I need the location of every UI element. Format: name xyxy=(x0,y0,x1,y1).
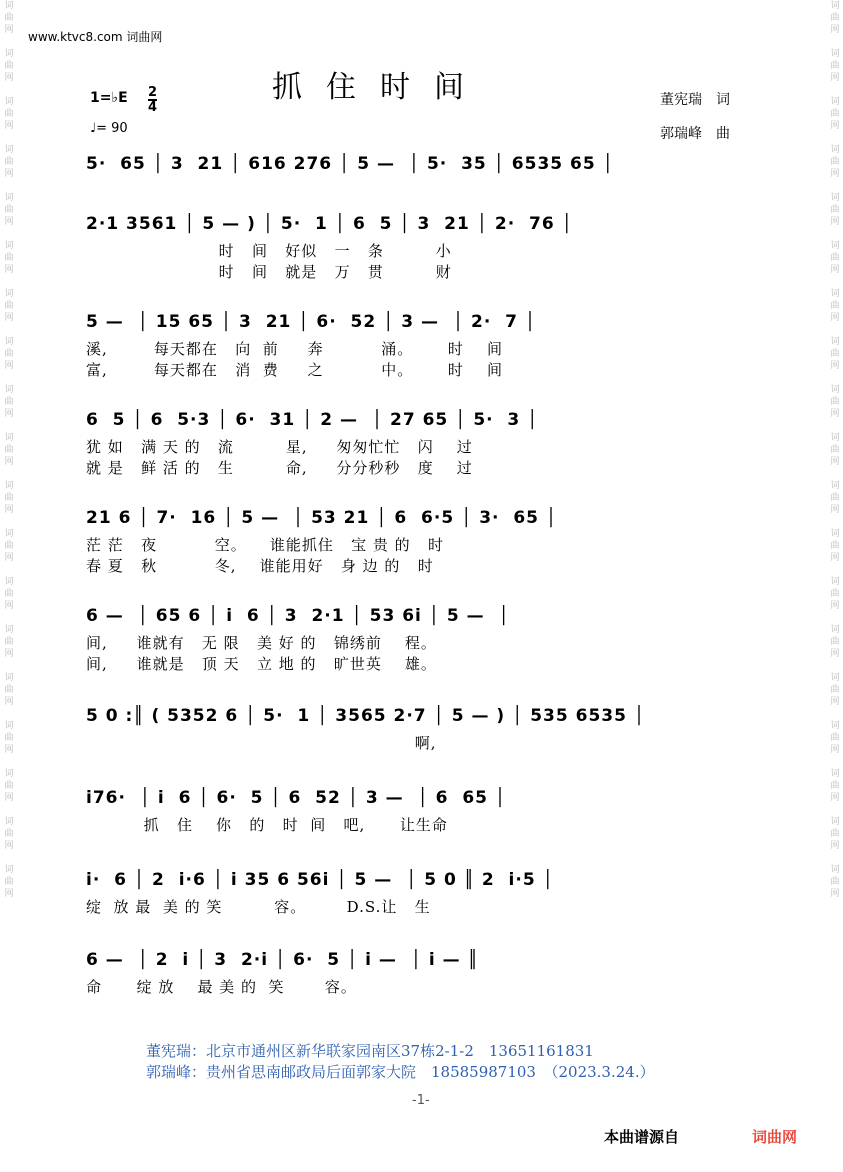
lyric-verse-1 xyxy=(86,180,758,201)
lyric-verse-2: 富, 每天都在 消 费 之 中。 时 间 xyxy=(86,361,503,379)
notes-line: 2·1 3561 │ 5 — ) │ 5· 1 │ 6 5 │ 3 21 │ 2· 76 │ xyxy=(86,214,573,234)
notes-line: 5· 65 │ 3 21 │ 616 276 │ 5 — │ 5· 35 │ 6535 65 │ xyxy=(86,154,614,174)
lyric-verse-1: 溪, 每天都在 向 前 奔 涌。 时 间 xyxy=(86,340,503,358)
notes-line: 6 5 │ 6 5·3 │ 6· 31 │ 2 — │ 27 65 │ 5· 3 │ xyxy=(86,410,539,430)
score-line-5 xyxy=(86,508,758,576)
site-url[interactable]: www.ktvc8.com 词曲网 xyxy=(28,30,163,44)
lyric-verse-1: 绽 放 最 美 的 笑 容。 D.S.让 生 xyxy=(86,898,431,916)
composer: 郭瑞峰 曲 xyxy=(660,126,730,142)
composer-contact: 郭瑞峰：贵州省思南邮政局后面郭家大院 18585987103 （2023.3.24.） xyxy=(146,1063,655,1081)
lyric-verse-1: 时 间 好似 一 条 小 xyxy=(86,242,452,260)
lyric-verse-1: 命 绽 放 最 美 的 笑 容。 xyxy=(86,978,357,996)
key-signature: 1=♭E xyxy=(90,90,128,106)
lyric-verse-1: 抓 住 你 的 时 间 吧, 让生命 xyxy=(86,816,448,834)
score-line-9 xyxy=(86,870,758,917)
lyricist: 董宪瑞 词 xyxy=(660,92,730,108)
score-line-3 xyxy=(86,312,758,380)
lyric-verse-1: 茫 茫 夜 空。 谁能抓住 宝 贵 的 时 xyxy=(86,536,444,554)
left-watermark: 词 曲 网 词 曲 网 词 曲 网 词 曲 网 词 曲 网 词 曲 网 词 曲 网 词 曲 网 词 曲 网 词 曲 网 词 曲 网 词 曲 网 词 曲 网 词 曲 网 词 曲 网 词 曲 网 词 曲 网 词 曲 网 词 曲 网 xyxy=(4,1,14,899)
notes-line: i76· │ i 6 │ 6· 5 │ 6 52 │ 3 — │ 6 65 │ xyxy=(86,788,507,808)
song-title: 抓住时间 xyxy=(272,70,488,105)
score-line-10 xyxy=(86,950,758,997)
notes-line: i· 6 │ 2 i·6 │ i 35 6 56i │ 5 — │ 5 0 ║ 2 i·5 │ xyxy=(86,870,554,890)
source-label: 本曲谱源自 xyxy=(604,1128,680,1146)
notes-line: 6 — │ 65 6 │ i 6 │ 3 2·1 │ 53 6i │ 5 — │ xyxy=(86,606,510,626)
score-line-8 xyxy=(86,788,758,835)
tempo-marking: ♩= 90 xyxy=(90,121,128,136)
lyric-verse-1: 啊, xyxy=(86,734,437,752)
score-line-7 xyxy=(86,706,758,753)
meter-top: 2 xyxy=(148,85,158,100)
lyric-verse-1: 犹 如 满 天 的 流 星, 匆匆忙忙 闪 过 xyxy=(86,438,473,456)
score-line-6 xyxy=(86,606,758,674)
notes-line: 21 6 │ 7· 16 │ 5 — │ 53 21 │ 6 6·5 │ 3· 65 │ xyxy=(86,508,558,528)
lyric-verse-2: 时 间 就是 万 贯 财 xyxy=(86,263,452,281)
notes-line: 5 — │ 15 65 │ 3 21 │ 6· 52 │ 3 — │ 2· 7 │ xyxy=(86,312,537,332)
lyric-verse-1: 间, 谁就有 无 限 美 好 的 锦绣前 程。 xyxy=(86,634,437,652)
lyric-verse-2: 春 夏 秋 冬, 谁能用好 身 边 的 时 xyxy=(86,557,434,575)
lyric-verse-2: 就 是 鲜 活 的 生 命, 分分秒秒 度 过 xyxy=(86,459,473,477)
time-signature xyxy=(148,86,157,114)
score-line-1 xyxy=(86,154,758,222)
lyric-verse-2: 间, 谁就是 顶 天 立 地 的 旷世英 雄。 xyxy=(86,655,437,673)
notes-line: 6 — │ 2 i │ 3 2·i │ 6· 5 │ i — │ i — ║ xyxy=(86,950,479,970)
page-number: -1- xyxy=(412,1093,430,1108)
score-line-2 xyxy=(86,214,758,282)
meter-bottom: 4 xyxy=(148,100,158,115)
score-line-4 xyxy=(86,410,758,478)
notes-line: 5 0 :║ ( 5352 6 │ 5· 1 │ 3565 2·7 │ 5 — ) │ 535 6535 │ xyxy=(86,706,646,726)
source-brand-link[interactable]: 词曲网 xyxy=(752,1128,798,1146)
lyricist-contact: 董宪瑞：北京市通州区新华联家园南区37栋2-1-2 13651161831 xyxy=(146,1042,594,1060)
right-watermark: 词 曲 网 词 曲 网 词 曲 网 词 曲 网 词 曲 网 词 曲 网 词 曲 网 词 曲 网 词 曲 网 词 曲 网 词 曲 网 词 曲 网 词 曲 网 词 曲 网 词 曲 网 词 曲 网 词 曲 网 词 曲 网 词 曲 网 xyxy=(830,1,840,899)
